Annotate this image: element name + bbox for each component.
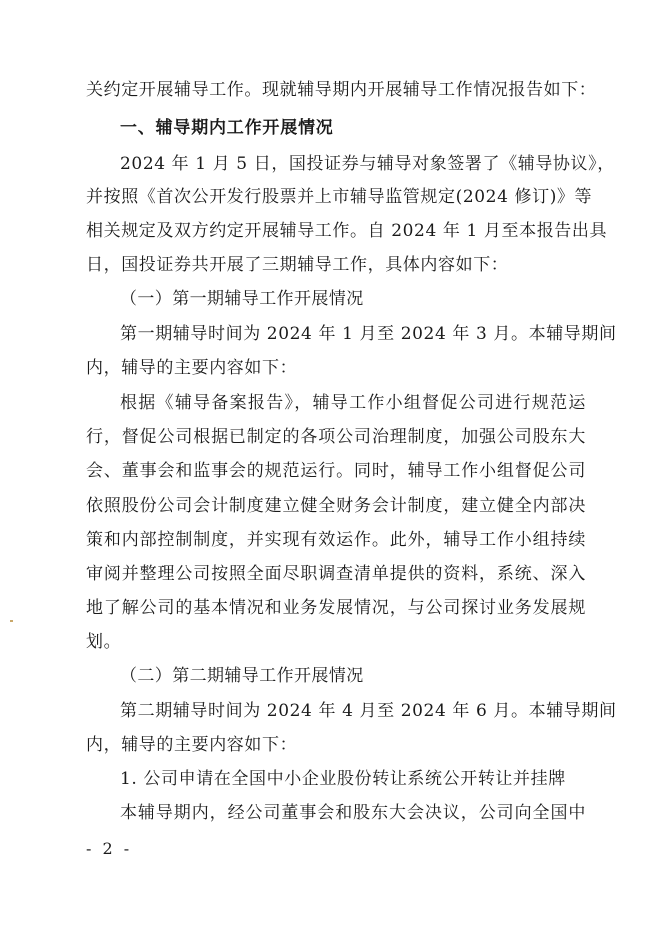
body-line: 日，国投证券共开展了三期辅导工作，具体内容如下： — [86, 255, 509, 275]
body-line: 2024 年 1 月 5 日，国投证券与辅导对象签署了《辅导协议》， — [120, 154, 615, 174]
numbered-heading: 1. 公司申请在全国中小企业股份转让系统公开转让并挂牌 — [120, 769, 566, 789]
subsection-heading: （二）第二期辅导工作开展情况 — [120, 666, 364, 686]
body-line: 内，辅导的主要内容如下： — [86, 735, 298, 755]
body-line: 策和内部控制制度，并实现有效运作。此外，辅导工作小组持续 — [86, 530, 586, 550]
body-line: 关约定开展辅导工作。现就辅导期内开展辅导工作情况报告如下： — [86, 80, 597, 100]
subsection-heading: （一）第一期辅导工作开展情况 — [120, 289, 364, 309]
body-line: 内，辅导的主要内容如下： — [86, 358, 298, 378]
body-line: 根据《辅导备案报告》，辅导工作小组督促公司进行规范运 — [120, 393, 586, 413]
body-line: 划。 — [86, 632, 122, 652]
scan-speck — [10, 620, 13, 622]
body-line: 依照股份公司会计制度建立健全财务会计制度，建立健全内部决 — [86, 496, 586, 516]
body-line: 地了解公司的基本情况和业务发展情况，与公司探讨业务发展规 — [86, 598, 586, 618]
section-heading: 一、辅导期内工作开展情况 — [120, 118, 334, 138]
body-line: 第二期辅导时间为 2024 年 4 月至 2024 年 6 月。本辅导期间 — [120, 701, 617, 721]
body-line: 本辅导期内，经公司董事会和股东大会决议，公司向全国中 — [120, 803, 586, 823]
body-line: 会、董事会和监事会的规范运行。同时，辅导工作小组督促公司 — [86, 461, 586, 481]
page-number: - 2 - — [86, 839, 133, 858]
body-line: 审阅并整理公司按照全面尽职调查清单提供的资料，系统、深入 — [86, 564, 586, 584]
body-line: 第一期辅导时间为 2024 年 1 月至 2024 年 3 月。本辅导期间 — [120, 324, 617, 344]
body-line: 行，督促公司根据已制定的各项公司治理制度，加强公司股东大 — [86, 427, 586, 447]
body-line: 相关规定及双方约定开展辅导工作。自 2024 年 1 月至本报告出具 — [86, 221, 608, 241]
body-line: 并按照《首次公开发行股票并上市辅导监管规定(2024 修订)》等 — [86, 187, 593, 207]
